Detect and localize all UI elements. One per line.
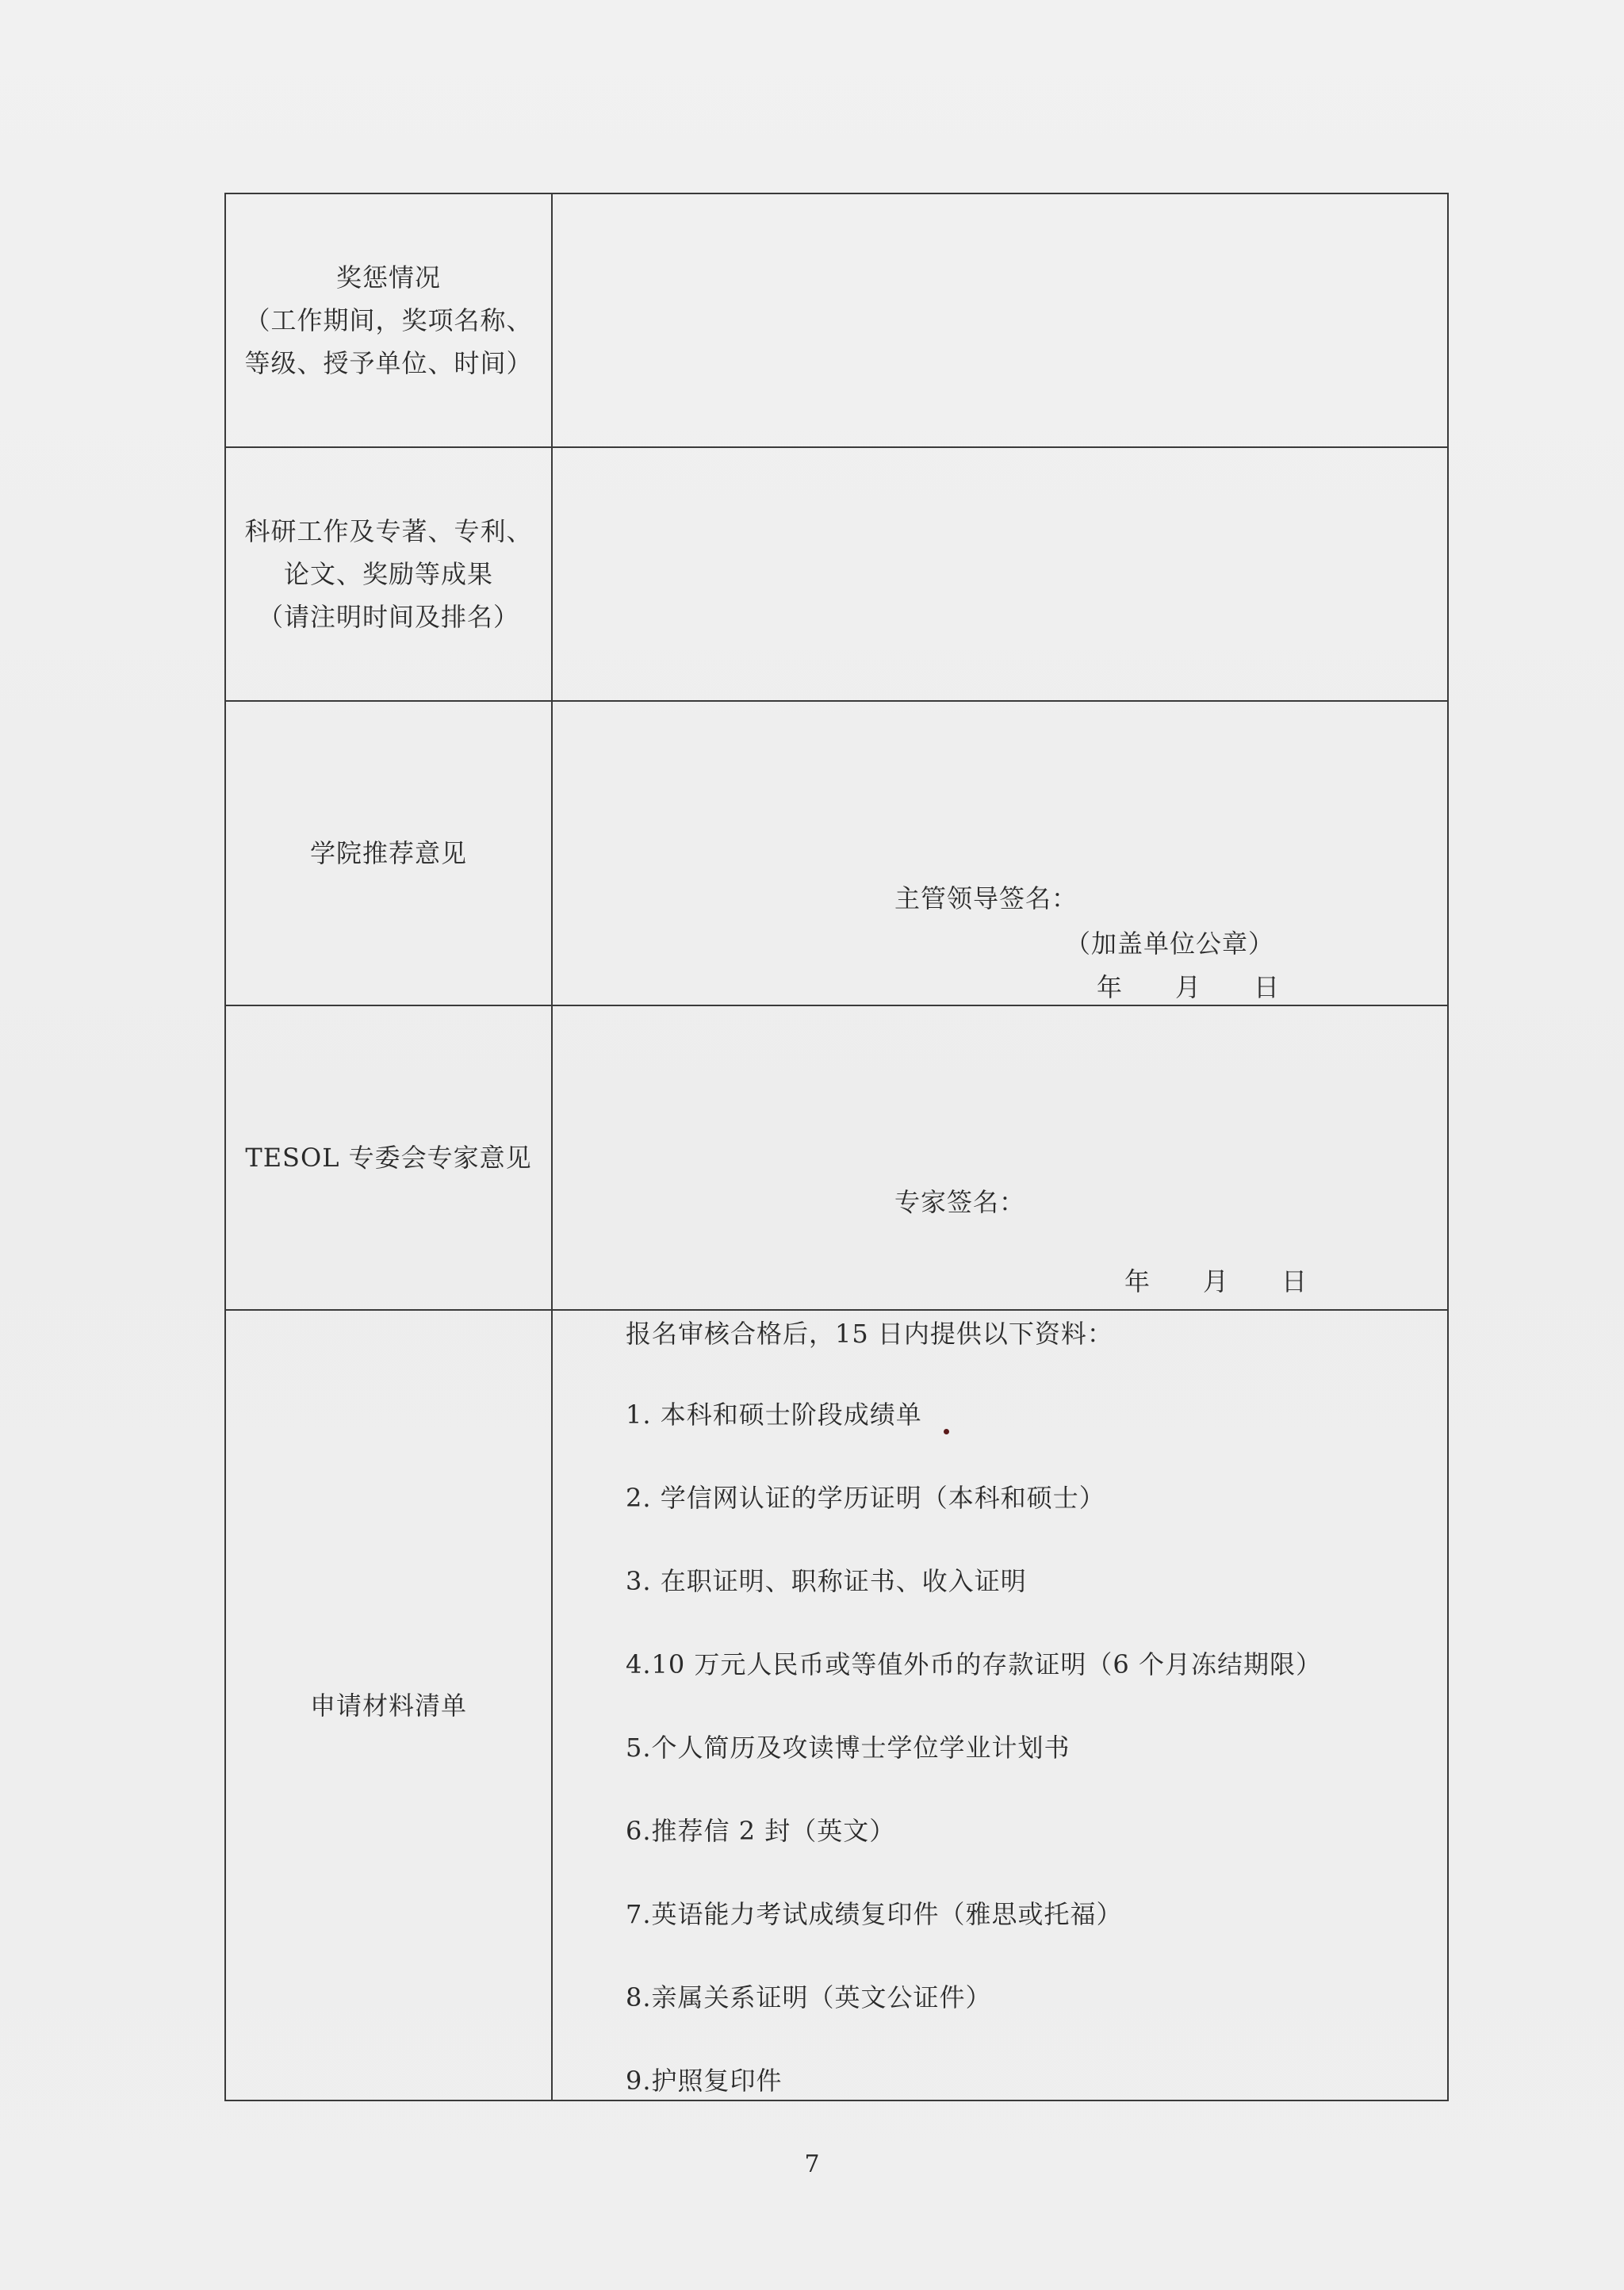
materials-intro: 报名审核合格后，15 日内提供以下资料： — [626, 1319, 1113, 1349]
materials-item: 5.个人简历及攻读博士学位学业计划书 — [626, 1733, 1071, 1763]
awards-label-line: （工作期间，奖项名称、 — [244, 305, 533, 335]
materials-label-cell — [225, 1310, 552, 2100]
research-label-line: 论文、奖励等成果 — [283, 559, 493, 589]
research-content-cell[interactable] — [552, 447, 1448, 701]
materials-item: 2. 学信网认证的学历证明（本科和硕士） — [626, 1483, 1105, 1513]
materials-content-cell — [552, 1310, 1448, 2100]
materials-list — [626, 1311, 1322, 2143]
awards-label-cell — [225, 193, 552, 447]
materials-label: 申请材料清单 — [309, 1690, 467, 1721]
college-row — [225, 701, 1448, 1005]
materials-row — [225, 1310, 1448, 2100]
ink-speck — [944, 1429, 949, 1434]
research-row — [225, 447, 1448, 701]
tesol-signature-label: 专家签名： — [894, 1187, 1026, 1217]
awards-label-line: 奖惩情况 — [335, 262, 441, 293]
materials-item: 8.亲属关系证明（英文公证件） — [626, 1982, 992, 2012]
tesol-content-cell[interactable] — [552, 1005, 1448, 1310]
materials-item: 3. 在职证明、职称证书、收入证明 — [626, 1566, 1027, 1596]
college-label-cell — [225, 701, 552, 1005]
college-seal-note: （加盖单位公章） — [1065, 929, 1275, 959]
page-number: 7 — [804, 2150, 820, 2178]
research-label-cell — [225, 447, 552, 701]
college-date-label: 年 月 日 — [1097, 972, 1281, 1002]
college-content-cell[interactable] — [552, 701, 1448, 1005]
materials-item: 1. 本科和硕士阶段成绩单 — [626, 1400, 922, 1430]
college-signature-label: 主管领导签名： — [894, 883, 1078, 913]
research-label-line: 科研工作及专著、专利、 — [244, 516, 533, 546]
tesol-label-cell — [225, 1005, 552, 1310]
awards-content-cell[interactable] — [552, 193, 1448, 447]
awards-row — [225, 193, 1448, 447]
college-label: 学院推荐意见 — [309, 838, 467, 868]
materials-item: 9.护照复印件 — [626, 2066, 783, 2096]
research-label-line: （请注明时间及排名） — [257, 602, 519, 632]
materials-item: 6.推荐信 2 封（英文） — [626, 1816, 896, 1846]
awards-label-line: 等级、授予单位、时间） — [244, 348, 533, 378]
tesol-label: TESOL 专委会专家意见 — [245, 1143, 532, 1173]
tesol-date-label: 年 月 日 — [1124, 1266, 1308, 1296]
application-form-table — [224, 193, 1449, 2101]
tesol-row — [225, 1005, 1448, 1310]
materials-item: 4.10 万元人民币或等值外币的存款证明（6 个月冻结期限） — [626, 1649, 1322, 1679]
materials-item: 7.英语能力考试成绩复印件（雅思或托福） — [626, 1899, 1123, 1929]
